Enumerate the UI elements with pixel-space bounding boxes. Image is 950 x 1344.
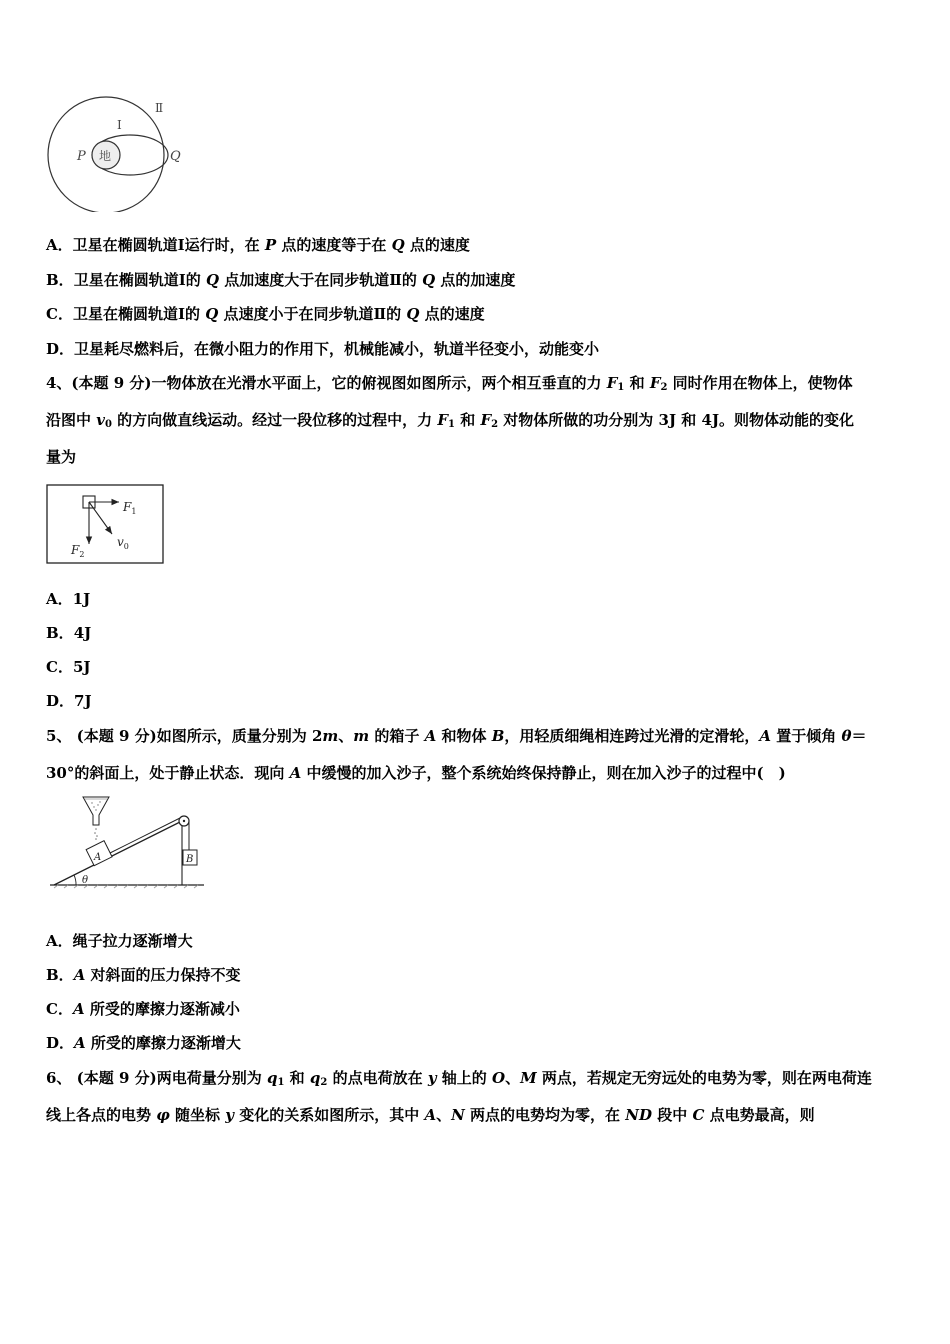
svg-text:F2 bbox=[70, 543, 84, 559]
q4-option-d: D．7J bbox=[46, 692, 92, 710]
v0-label: v bbox=[117, 535, 124, 549]
q5-option-d: D．A 所受的摩擦力逐渐增大 bbox=[46, 1034, 241, 1052]
q4-stem-line-2: 沿图中 $v_0$ 的方向做直线运动。经过一段位移的过程中，力 $F_1$ 和 $F_2$ 对物体所做的功分别为 3J 和 4J。则物体动能的变化 bbox=[46, 411, 855, 430]
q3-option-d: D．卫星耗尽燃料后，在微小阻力的作用下，机械能减小，轨道半径变小，动能变小 bbox=[46, 340, 600, 358]
q4-option-b: B．4J bbox=[46, 624, 92, 642]
box-b-label: B bbox=[186, 854, 194, 865]
point-q-label: Q bbox=[170, 149, 181, 164]
q3-option-b: B．卫星在椭圆轨道Ⅰ的 Q 点加速度大于在同步轨道Ⅱ的 Q 点的加速度 bbox=[46, 271, 516, 289]
box-a-label: A bbox=[94, 852, 102, 863]
f2-sub: 2 bbox=[79, 550, 85, 559]
svg-text:F1 bbox=[122, 500, 136, 516]
q5-option-c: C．A 所受的摩擦力逐渐减小 bbox=[46, 1000, 240, 1018]
q6-stem-line-2: 线上各点的电势 φ 随坐标 y 变化的关系如图所示，其中 A、N 两点的电势均为零，在 ND 段中 C 点电势最高，则 bbox=[46, 1106, 815, 1124]
f1-sub: 1 bbox=[131, 507, 137, 516]
earth-label: 地 bbox=[99, 149, 112, 163]
point-p-label: P bbox=[77, 149, 86, 164]
q4-stem-line-1: 4、(本题 9 分)一物体放在光滑水平面上，它的俯视图如图所示，两个相互垂直的力 $F_1$ 和 $F_2$ 同时作用在物体上，使物体 bbox=[46, 374, 853, 393]
incline-figure bbox=[46, 795, 208, 895]
incline-surface bbox=[54, 821, 182, 885]
theta-arc bbox=[74, 875, 76, 885]
q5-option-a: A．绳子拉力逐渐增大 bbox=[46, 932, 193, 950]
svg-text:v0 bbox=[117, 535, 129, 551]
q6-stem-line-1: 6、 (本题 9 分)两电荷量分别为 $q_1$ 和 $q_2$ 的点电荷放在 y 轴上的 O、M 两点，若规定无穷远处的电势为零，则在两电荷连 bbox=[46, 1069, 872, 1088]
v0-arrow bbox=[89, 502, 112, 534]
orbit-figure bbox=[44, 96, 194, 212]
q3-option-c: C．卫星在椭圆轨道Ⅰ的 Q 点速度小于在同步轨道Ⅱ的 Q 点的速度 bbox=[46, 305, 485, 323]
force-figure bbox=[46, 484, 164, 564]
q3-option-a: A．卫星在椭圆轨道Ⅰ运行时，在 P 点的速度等于在 Q 点的速度 bbox=[46, 236, 470, 254]
v0-sub: 0 bbox=[123, 542, 129, 551]
orbit-i-label: Ⅰ bbox=[117, 118, 122, 132]
funnel bbox=[83, 797, 109, 825]
q5-stem-line-1: 5、 (本题 9 分)如图所示，质量分别为 2m、m 的箱子 A 和物体 B，用轻质细绳相连跨过光滑的定滑轮，A 置于倾角 θ＝ bbox=[46, 727, 867, 745]
incline-upper-edge bbox=[108, 817, 182, 854]
theta-label: θ bbox=[82, 875, 89, 886]
q5-stem-line-2: 30°的斜面上，处于静止状态．现向 A 中缓慢的加入沙子，整个系统始终保持静止，则在加入沙子的过程中( ) bbox=[46, 764, 786, 782]
q4-option-a: A．1J bbox=[46, 590, 91, 608]
q4-option-c: C．5J bbox=[46, 658, 91, 676]
q5-option-b: B．A 对斜面的压力保持不变 bbox=[46, 966, 241, 984]
q4-stem-line-3: 量为 bbox=[46, 448, 77, 466]
orbit-ii-label: Ⅱ bbox=[155, 101, 164, 115]
f1-label: F bbox=[123, 500, 132, 514]
f2-label: F bbox=[71, 543, 80, 557]
